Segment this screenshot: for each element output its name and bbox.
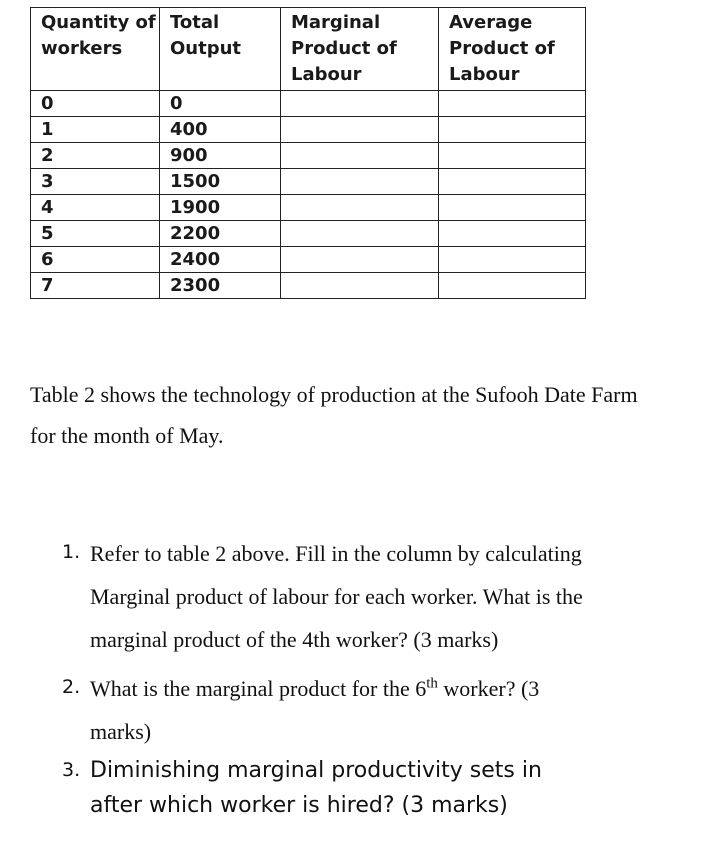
cell-workers: 6 <box>31 247 160 273</box>
cell-workers: 7 <box>31 273 160 299</box>
cell-workers: 4 <box>31 195 160 221</box>
ordinal-superscript: th <box>426 675 438 692</box>
cell-average-product <box>439 117 586 143</box>
question-text: Diminishing marginal productivity sets in after which worker is hired? (3 marks) <box>90 758 542 818</box>
cell-marginal-product <box>281 195 439 221</box>
question-text-before: What is the marginal product for the 6 <box>90 676 427 701</box>
cell-marginal-product <box>281 143 439 169</box>
cell-average-product <box>439 143 586 169</box>
cell-average-product <box>439 91 586 117</box>
cell-total-output: 400 <box>160 117 281 143</box>
question-list <box>0 532 720 823</box>
table-row <box>31 221 586 247</box>
cell-total-output: 1500 <box>160 169 281 195</box>
cell-average-product <box>439 221 586 247</box>
question-number: 2. <box>62 676 81 698</box>
question-item <box>0 532 720 661</box>
header-quantity-of-workers: Quantity of workers <box>31 8 160 91</box>
cell-total-output: 2200 <box>160 221 281 247</box>
question-number: 1. <box>62 541 81 563</box>
cell-marginal-product <box>281 117 439 143</box>
header-total-output: Total Output <box>160 8 281 91</box>
question-text-after: worker? (3 marks) <box>90 676 540 744</box>
cell-total-output: 900 <box>160 143 281 169</box>
table-row <box>31 117 586 143</box>
cell-workers: 5 <box>31 221 160 247</box>
table-row <box>31 169 586 195</box>
cell-average-product <box>439 169 586 195</box>
cell-workers: 0 <box>31 91 160 117</box>
table-row <box>31 273 586 299</box>
production-table <box>30 7 586 299</box>
cell-total-output: 2400 <box>160 247 281 273</box>
cell-marginal-product <box>281 169 439 195</box>
table-header-row <box>31 8 586 91</box>
header-marginal-product: Marginal Product of Labour <box>281 8 439 91</box>
cell-marginal-product <box>281 247 439 273</box>
intro-paragraph: Table 2 shows the technology of production at the Sufooh Date Farm for the month of May. <box>30 382 638 448</box>
cell-workers: 1 <box>31 117 160 143</box>
cell-average-product <box>439 247 586 273</box>
table-row <box>31 91 586 117</box>
cell-marginal-product <box>281 91 439 117</box>
cell-marginal-product <box>281 273 439 299</box>
cell-average-product <box>439 273 586 299</box>
question-number: 3. <box>62 759 81 781</box>
cell-total-output: 0 <box>160 91 281 117</box>
cell-average-product <box>439 195 586 221</box>
header-average-product: Average Product of Labour <box>439 8 586 91</box>
table-row <box>31 195 586 221</box>
question-item <box>0 753 720 823</box>
cell-total-output: 2300 <box>160 273 281 299</box>
cell-marginal-product <box>281 221 439 247</box>
table-row <box>31 247 586 273</box>
question-text <box>90 667 590 753</box>
cell-workers: 3 <box>31 169 160 195</box>
table-row <box>31 143 586 169</box>
question-item <box>0 667 720 753</box>
cell-total-output: 1900 <box>160 195 281 221</box>
cell-workers: 2 <box>31 143 160 169</box>
question-text: Refer to table 2 above. Fill in the column by calculating Marginal product of labour for each worker. What is the marginal product of the 4th worker? (3 marks) <box>90 541 583 652</box>
